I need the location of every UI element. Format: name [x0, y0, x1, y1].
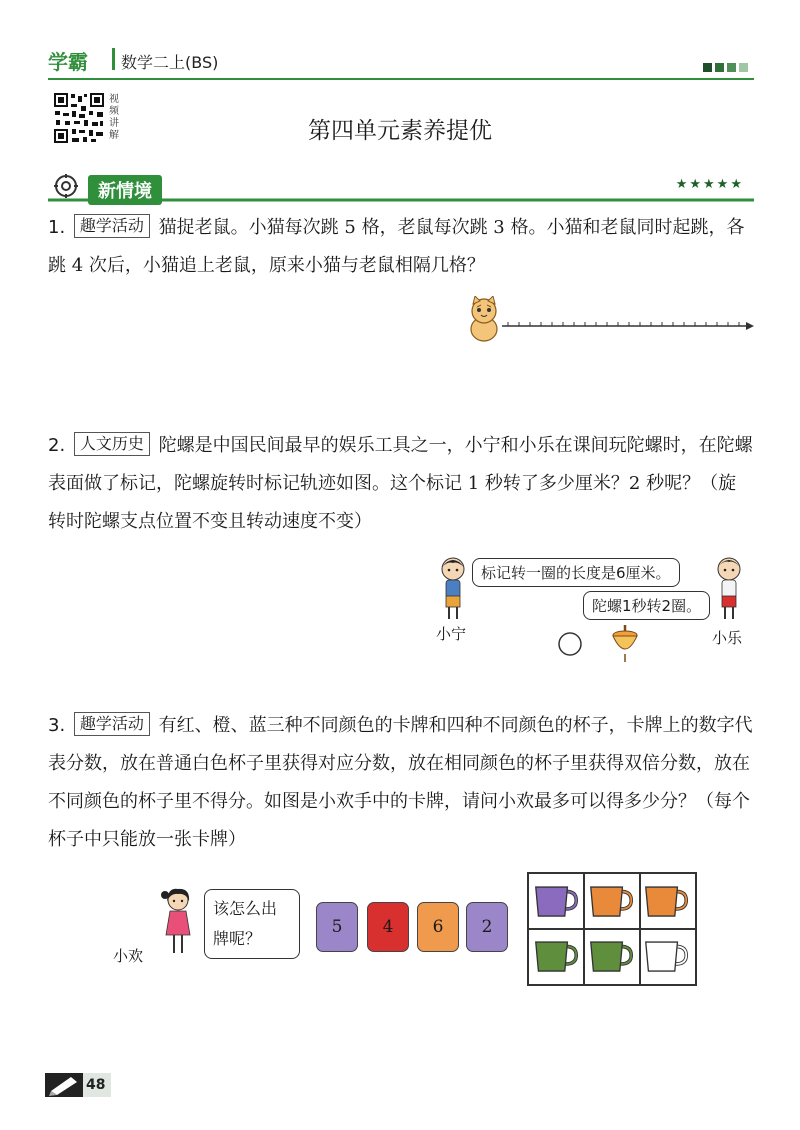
- cup-icon: [534, 939, 578, 975]
- header-square-2: [715, 63, 724, 72]
- problem-text: 猫捉老鼠。小猫每次跳 5 格，老鼠每次跳 3 格。小猫和老鼠同时起跳，各跳 4 次后，小猫追上老鼠，原来小猫与老鼠相隔几格？: [48, 217, 745, 276]
- unit-title: 第四单元素养提优: [308, 118, 492, 144]
- header-rule: [48, 78, 754, 80]
- cup-icon: [589, 939, 633, 975]
- card: 2: [466, 902, 508, 952]
- boy-xiaoning-icon: [437, 555, 469, 625]
- problem-number: 2.: [48, 435, 66, 456]
- speech-bubble-xiaoning: 标记转一圈的长度是6厘米。: [472, 558, 680, 587]
- name-xiaoning: 小宁: [436, 625, 467, 643]
- problem-tag: 人文历史: [74, 432, 150, 456]
- speech-bubble-xiaole: 陀螺1秒转2圈。: [583, 591, 710, 620]
- cup-grid: [527, 872, 697, 986]
- difficulty-stars: ★★★★★: [675, 177, 744, 192]
- girl-xiaohuan-icon: [160, 887, 196, 959]
- card: 6: [417, 902, 459, 952]
- page-number: 48: [86, 1077, 106, 1093]
- cat-number-line: [464, 296, 754, 346]
- spinning-top-icon: [610, 624, 640, 664]
- cup-icon: [589, 884, 633, 920]
- logo-divider: [112, 48, 115, 70]
- pencil-icon: [45, 1073, 83, 1097]
- header-square-4: [739, 63, 748, 72]
- card: 4: [367, 902, 409, 952]
- header-square-1: [703, 63, 712, 72]
- cup-icon: [644, 884, 688, 920]
- section-label: 新情境: [88, 175, 162, 205]
- problem-tag: 趣学活动: [74, 214, 150, 238]
- name-xiaole: 小乐: [712, 629, 743, 647]
- mark-trace-circle: [555, 629, 585, 659]
- problem-text: 陀螺是中国民间最早的娱乐工具之一，小宁和小乐在课间玩陀螺时，在陀螺表面做了标记，陀螺旋转时标记轨迹如图。这个标记 1 秒转了多少厘米？2 秒呢？（旋转时陀螺支点位置不变且转动速度不变）: [48, 435, 753, 532]
- problem-number: 1.: [48, 217, 66, 238]
- problem-text: 有红、橙、蓝三种不同颜色的卡牌和四种不同颜色的杯子，卡牌上的数字代表分数，放在普通白色杯子里获得对应分数，放在相同颜色的杯子里获得双倍分数，放在不同颜色的杯子里不得分。如图是小欢手中的卡牌，请问小欢最多可以得多少分？（每个杯子中只能放一张卡牌）: [48, 715, 753, 850]
- problem-1: [48, 209, 754, 285]
- grid-divider: [529, 928, 695, 930]
- name-xiaohuan: 小欢: [113, 947, 144, 965]
- problem-tag: 趣学活动: [74, 712, 150, 736]
- cat-icon: [471, 296, 497, 341]
- boy-xiaole-icon: [713, 555, 745, 625]
- problem-3: [48, 707, 754, 859]
- qr-label: 视频讲解: [109, 94, 119, 141]
- book-title: 数学二上(BS): [121, 53, 219, 72]
- problem-2: [48, 427, 754, 541]
- cup-icon: [534, 884, 578, 920]
- header-square-3: [727, 63, 736, 72]
- speech-bubble-xiaohuan: 该怎么出牌呢？: [204, 889, 300, 959]
- brand-logo: 学霸: [48, 50, 88, 74]
- card-row: [316, 902, 516, 954]
- cup-icon: [644, 939, 688, 975]
- problem-number: 3.: [48, 715, 66, 736]
- card: 5: [316, 902, 358, 952]
